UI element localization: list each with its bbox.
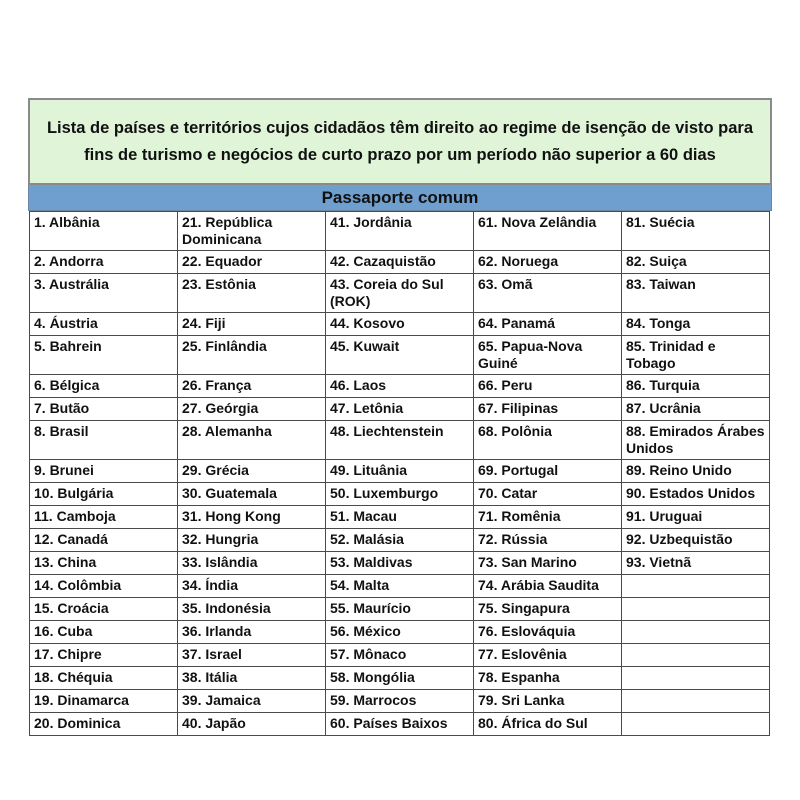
country-cell: 65. Papua-Nova Guiné [474, 336, 622, 375]
country-cell: 93. Vietnã [622, 552, 770, 575]
table-row [30, 336, 770, 375]
table-row [30, 621, 770, 644]
country-cell: 26. França [178, 375, 326, 398]
country-cell: 91. Uruguai [622, 506, 770, 529]
table-row [30, 667, 770, 690]
country-cell: 18. Chéquia [30, 667, 178, 690]
table-row [30, 552, 770, 575]
country-cell: 2. Andorra [30, 251, 178, 274]
country-cell: 80. África do Sul [474, 713, 622, 736]
country-cell: 17. Chipre [30, 644, 178, 667]
country-cell: 79. Sri Lanka [474, 690, 622, 713]
title-box [28, 98, 772, 185]
table-row [30, 274, 770, 313]
country-cell: 69. Portugal [474, 460, 622, 483]
country-cell: 92. Uzbequistão [622, 529, 770, 552]
country-cell: 71. Romênia [474, 506, 622, 529]
table-row [30, 375, 770, 398]
country-cell: 9. Brunei [30, 460, 178, 483]
country-cell: 58. Mongólia [326, 667, 474, 690]
country-cell: 52. Malásia [326, 529, 474, 552]
country-cell: 57. Mônaco [326, 644, 474, 667]
country-cell: 74. Arábia Saudita [474, 575, 622, 598]
table-row [30, 506, 770, 529]
countries-table [29, 211, 770, 736]
table-row [30, 212, 770, 251]
country-cell: 62. Noruega [474, 251, 622, 274]
country-cell: 43. Coreia do Sul (ROK) [326, 274, 474, 313]
table-row [30, 529, 770, 552]
country-cell [622, 667, 770, 690]
country-cell: 87. Ucrânia [622, 398, 770, 421]
country-cell: 73. San Marino [474, 552, 622, 575]
country-cell: 15. Croácia [30, 598, 178, 621]
country-cell: 53. Maldivas [326, 552, 474, 575]
country-cell [622, 713, 770, 736]
country-cell: 59. Marrocos [326, 690, 474, 713]
country-cell: 41. Jordânia [326, 212, 474, 251]
country-cell: 23. Estônia [178, 274, 326, 313]
country-cell: 90. Estados Unidos [622, 483, 770, 506]
document [28, 98, 772, 736]
country-cell: 63. Omã [474, 274, 622, 313]
country-cell: 85. Trinidad e Tobago [622, 336, 770, 375]
country-cell: 14. Colômbia [30, 575, 178, 598]
country-cell: 31. Hong Kong [178, 506, 326, 529]
country-cell [622, 598, 770, 621]
country-cell: 34. Índia [178, 575, 326, 598]
country-cell: 30. Guatemala [178, 483, 326, 506]
country-cell: 51. Macau [326, 506, 474, 529]
country-cell: 68. Polônia [474, 421, 622, 460]
country-cell: 84. Tonga [622, 313, 770, 336]
country-cell: 11. Camboja [30, 506, 178, 529]
table-row [30, 598, 770, 621]
country-cell: 89. Reino Unido [622, 460, 770, 483]
table-row [30, 483, 770, 506]
country-cell: 61. Nova Zelândia [474, 212, 622, 251]
country-cell: 76. Eslováquia [474, 621, 622, 644]
country-cell: 37. Israel [178, 644, 326, 667]
country-cell: 35. Indonésia [178, 598, 326, 621]
country-cell: 20. Dominica [30, 713, 178, 736]
country-cell: 70. Catar [474, 483, 622, 506]
country-cell: 48. Liechtenstein [326, 421, 474, 460]
country-cell [622, 644, 770, 667]
country-cell: 83. Taiwan [622, 274, 770, 313]
country-cell: 25. Finlândia [178, 336, 326, 375]
country-cell: 27. Geórgia [178, 398, 326, 421]
country-cell: 64. Panamá [474, 313, 622, 336]
country-cell: 55. Maurício [326, 598, 474, 621]
country-cell: 8. Brasil [30, 421, 178, 460]
country-cell: 72. Rússia [474, 529, 622, 552]
country-cell: 78. Espanha [474, 667, 622, 690]
country-cell: 19. Dinamarca [30, 690, 178, 713]
country-cell: 7. Butão [30, 398, 178, 421]
country-cell: 44. Kosovo [326, 313, 474, 336]
country-cell: 39. Jamaica [178, 690, 326, 713]
country-cell: 3. Austrália [30, 274, 178, 313]
country-cell: 88. Emirados Árabes Unidos [622, 421, 770, 460]
country-cell: 5. Bahrein [30, 336, 178, 375]
country-cell: 4. Áustria [30, 313, 178, 336]
country-cell: 33. Islândia [178, 552, 326, 575]
table-row [30, 575, 770, 598]
countries-table-body [30, 212, 770, 736]
country-cell [622, 690, 770, 713]
country-cell: 49. Lituânia [326, 460, 474, 483]
country-cell: 6. Bélgica [30, 375, 178, 398]
country-cell: 29. Grécia [178, 460, 326, 483]
country-cell: 45. Kuwait [326, 336, 474, 375]
country-cell: 86. Turquia [622, 375, 770, 398]
country-cell: 82. Suiça [622, 251, 770, 274]
country-cell: 32. Hungria [178, 529, 326, 552]
country-cell: 75. Singapura [474, 598, 622, 621]
country-cell [622, 575, 770, 598]
country-cell: 50. Luxemburgo [326, 483, 474, 506]
country-cell: 47. Letônia [326, 398, 474, 421]
table-row [30, 251, 770, 274]
country-cell: 16. Cuba [30, 621, 178, 644]
country-cell: 36. Irlanda [178, 621, 326, 644]
country-cell: 81. Suécia [622, 212, 770, 251]
country-cell: 40. Japão [178, 713, 326, 736]
country-cell: 66. Peru [474, 375, 622, 398]
country-cell: 12. Canadá [30, 529, 178, 552]
country-cell: 54. Malta [326, 575, 474, 598]
country-cell: 77. Eslovênia [474, 644, 622, 667]
country-cell: 60. Países Baixos [326, 713, 474, 736]
country-cell: 56. México [326, 621, 474, 644]
country-cell: 10. Bulgária [30, 483, 178, 506]
country-cell: 1. Albânia [30, 212, 178, 251]
table-row [30, 690, 770, 713]
document-title: Lista de países e territórios cujos cidadãos têm direito ao regime de isenção de visto para fins de turismo e negócios de curto prazo por um período não superior a 60 dias [46, 118, 754, 164]
table-row [30, 313, 770, 336]
country-cell [622, 621, 770, 644]
country-cell: 21. República Dominicana [178, 212, 326, 251]
table-row [30, 460, 770, 483]
country-cell: 28. Alemanha [178, 421, 326, 460]
country-cell: 22. Equador [178, 251, 326, 274]
country-cell: 42. Cazaquistão [326, 251, 474, 274]
table-row [30, 713, 770, 736]
table-row [30, 421, 770, 460]
country-cell: 67. Filipinas [474, 398, 622, 421]
country-cell: 13. China [30, 552, 178, 575]
country-cell: 38. Itália [178, 667, 326, 690]
table-row [30, 398, 770, 421]
country-cell: 46. Laos [326, 375, 474, 398]
country-cell: 24. Fiji [178, 313, 326, 336]
section-header: Passaporte comum [28, 185, 772, 211]
table-row [30, 644, 770, 667]
